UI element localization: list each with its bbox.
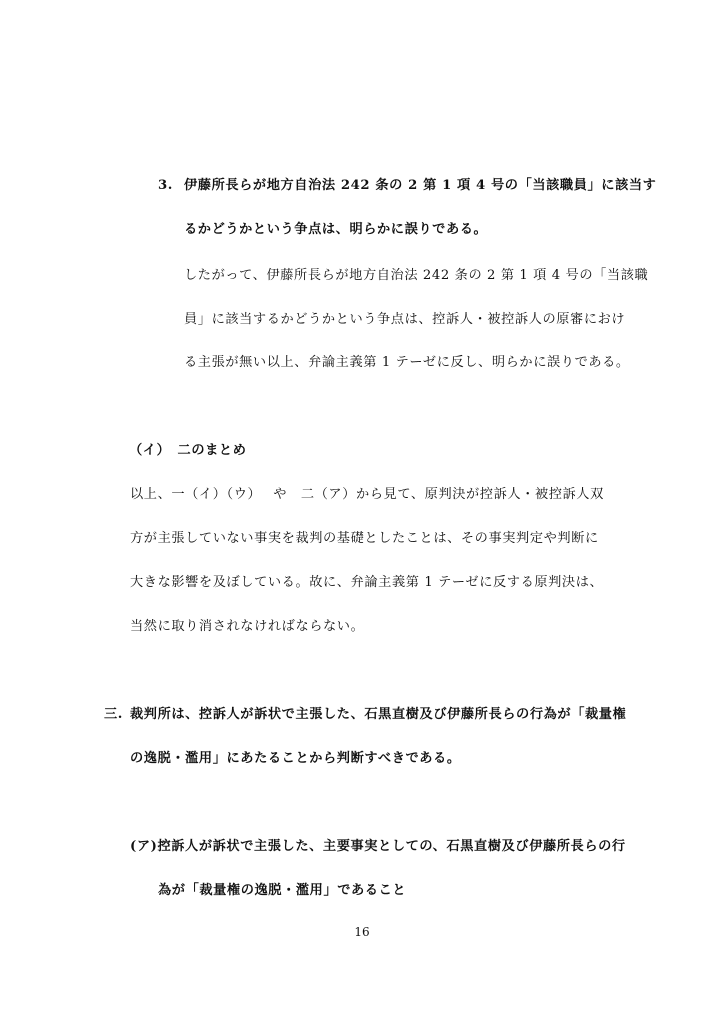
- section-three-heading-line-2: の逸脱・濫用」にあたることから判断すべきである。: [130, 751, 461, 766]
- subsection-i-heading: （イ） 二のまとめ: [129, 443, 247, 458]
- subsection-i-body-line-3: 大きな影響を及ぼしている。故に、弁論主義第 1 テーゼに反する原判決は、: [130, 575, 604, 590]
- subsection-i-body-line-4: 当然に取り消されなければならない。: [130, 619, 365, 634]
- section-3-number: 3.: [158, 178, 173, 193]
- section-3-body-line-1: したがって、伊藤所長らが地方自治法 242 条の 2 第 1 項 4 号の「当該職: [184, 268, 649, 283]
- section-3-heading-line-1: 伊藤所長らが地方自治法 242 条の 2 第 1 項 4 号の「当該職員」に該当す: [184, 178, 657, 193]
- subsection-a-heading-line-2: 為が「裁量権の逸脱・濫用」であること: [158, 883, 407, 898]
- section-three-heading-line-1: 裁判所は、控訴人が訴状で主張した、石黒直樹及び伊藤所長らの行為が「裁量権: [130, 707, 627, 722]
- section-3-body-line-3: る主張が無い以上、弁論主義第 1 テーゼに反し、明らかに誤りである。: [184, 355, 630, 370]
- section-3-body-line-2: 員」に該当するかどうかという争点は、控訴人・被控訴人の原審におけ: [184, 312, 626, 327]
- page-number: 16: [354, 925, 370, 939]
- section-3-heading-line-2: るかどうかという争点は、明らかに誤りである。: [184, 222, 488, 237]
- subsection-a-heading-line-1: (ア)控訴人が訴状で主張した、主要事実としての、石黒直樹及び伊藤所長らの行: [130, 839, 626, 854]
- subsection-i-body-line-2: 方が主張していない事実を裁判の基礎としたことは、その事実判定や判断に: [130, 531, 599, 546]
- section-three-number: 三.: [104, 707, 123, 722]
- subsection-i-body-line-1: 以上、一（イ）（ウ） や 二（ア）から見て、原判決が控訴人・被控訴人双: [130, 487, 604, 502]
